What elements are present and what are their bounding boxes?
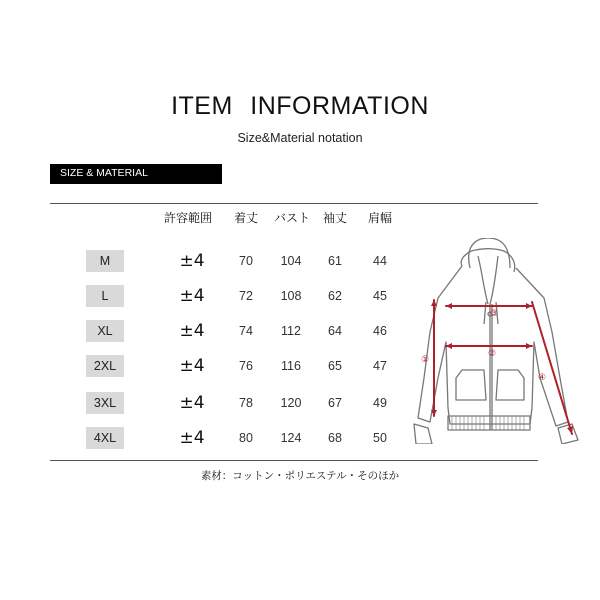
shoulder-value: 47 <box>373 359 387 373</box>
tolerance-value: ±4 <box>179 286 205 306</box>
bust-value: 116 <box>281 359 301 373</box>
tolerance-value: ±4 <box>179 356 205 376</box>
header-shoulder: 肩幅 <box>367 211 392 225</box>
tolerance-value: ±4 <box>179 428 205 448</box>
page-subtitle: Size&Material notation <box>237 131 363 145</box>
size-label: 4XL <box>86 427 124 449</box>
section-label-bar <box>50 164 222 184</box>
table-row <box>0 285 420 309</box>
bust-value: 124 <box>280 431 302 445</box>
sleeve-value: 68 <box>328 431 342 445</box>
size-label: XL <box>86 320 124 342</box>
header-bust: バスト <box>273 211 310 225</box>
length-value: 72 <box>239 289 253 303</box>
bust-value: 108 <box>280 289 302 303</box>
length-value: 76 <box>239 359 253 373</box>
diagram-marker-2: ② <box>488 349 497 359</box>
table-top-divider <box>50 203 538 204</box>
diagram-marker-1: ① <box>421 355 430 365</box>
size-label: 2XL <box>86 355 124 377</box>
material-note: 素材：コットン・ポリエステル・そのほか <box>200 470 400 482</box>
tolerance-value: ±4 <box>179 393 205 413</box>
size-label: M <box>86 250 124 272</box>
hoodie-measurement-diagram-icon <box>412 238 582 444</box>
length-value: 70 <box>239 254 253 268</box>
diagram-marker-3: ③ <box>490 309 499 319</box>
table-row <box>0 355 420 379</box>
section-label: SIZE & MATERIAL <box>60 167 148 179</box>
length-value: 80 <box>239 431 253 445</box>
sleeve-value: 64 <box>328 324 342 338</box>
header-tolerance: 許容範囲 <box>163 211 212 225</box>
shoulder-value: 49 <box>373 396 387 410</box>
length-value: 74 <box>239 324 253 338</box>
header-length: 着丈 <box>233 211 258 225</box>
header-sleeve: 袖丈 <box>322 211 347 225</box>
bust-value: 112 <box>281 324 301 338</box>
table-row <box>0 427 420 451</box>
sleeve-value: 61 <box>328 254 342 268</box>
table-bottom-divider <box>50 460 538 461</box>
table-row <box>0 250 420 274</box>
bust-value: 120 <box>280 396 302 410</box>
page-title: ITEM INFORMATION <box>171 92 429 120</box>
size-label: L <box>86 285 124 307</box>
shoulder-value: 50 <box>373 431 387 445</box>
table-row <box>0 392 420 416</box>
shoulder-value: 46 <box>373 324 387 338</box>
shoulder-value: 44 <box>373 254 387 268</box>
sleeve-value: 62 <box>328 289 342 303</box>
tolerance-value: ±4 <box>179 321 205 341</box>
sleeve-value: 65 <box>328 359 342 373</box>
size-label: 3XL <box>86 392 124 414</box>
diagram-marker-4: ④ <box>538 373 547 383</box>
length-value: 78 <box>239 396 253 410</box>
table-row <box>0 320 420 344</box>
sleeve-value: 67 <box>328 396 342 410</box>
tolerance-value: ±4 <box>179 251 205 271</box>
shoulder-value: 45 <box>373 289 387 303</box>
bust-value: 104 <box>280 254 302 268</box>
